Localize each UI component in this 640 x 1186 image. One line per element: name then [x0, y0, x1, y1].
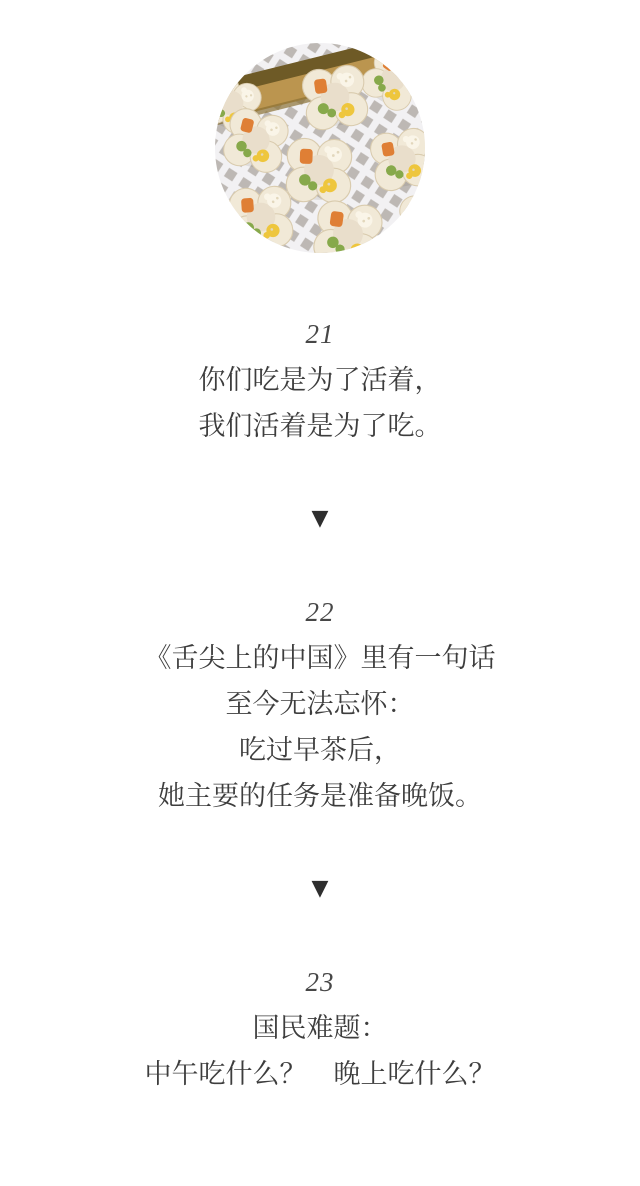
section-number: 23	[305, 967, 335, 997]
quote-line: 我们活着是为了吃。	[198, 411, 442, 441]
hero-image-wrapper	[0, 0, 640, 253]
dumplings-photo	[215, 43, 425, 253]
triangle-down-icon: ▼	[311, 506, 329, 531]
section-number: 21	[305, 319, 335, 349]
quote-line: 吃过早茶后，	[239, 735, 401, 765]
section-23	[0, 959, 640, 1097]
quote-line: 《舌尖上的中国》里有一句话	[144, 643, 496, 673]
triangle-down-icon: ▼	[311, 876, 329, 901]
section-21	[0, 311, 640, 449]
section-number: 22	[305, 597, 335, 627]
quote-line: 至今无法忘怀：	[225, 689, 415, 719]
quote-line: 你们吃是为了活着，	[198, 365, 442, 395]
section-22	[0, 589, 640, 819]
quote-line: 她主要的任务是准备晚饭。	[158, 781, 482, 811]
quote-line: 国民难题：	[252, 1013, 388, 1043]
quote-line: 中午吃什么？ 晚上吃什么？	[144, 1059, 496, 1089]
